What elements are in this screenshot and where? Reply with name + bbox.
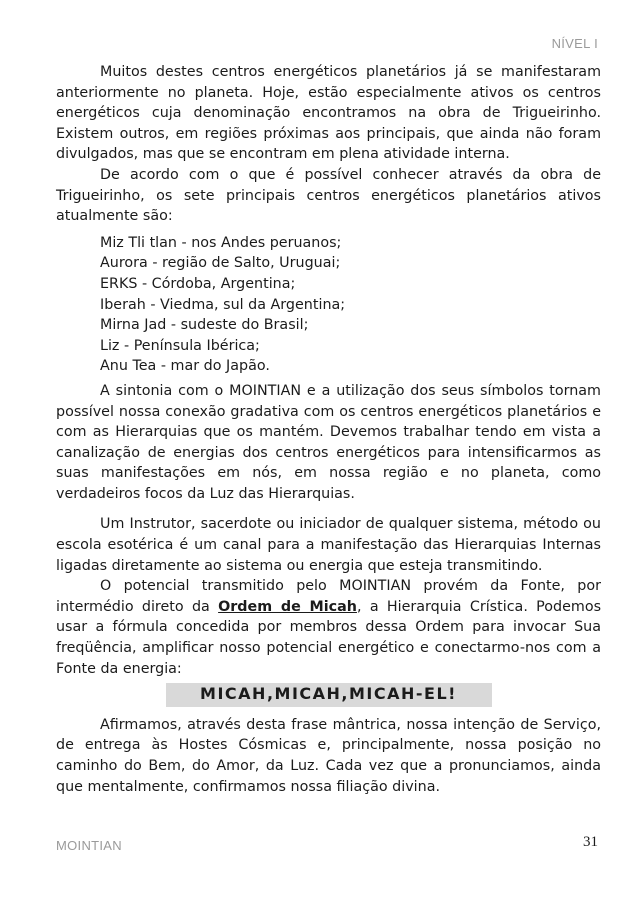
mantra-text: MICAH,MICAH,MICAH-EL! <box>166 683 492 707</box>
paragraph-5 <box>56 576 601 679</box>
page-body <box>56 62 601 797</box>
running-footer-title: MOINTIAN <box>56 838 122 853</box>
paragraph-4: Um Instrutor, sacerdote ou iniciador de qualquer sistema, método ou escola esotérica é um canal para a manifestação das Hierarquias Internas ligadas diretamente ao sistema ou energia que esteja transmitindo. <box>56 516 601 574</box>
page-number: 31 <box>583 834 598 850</box>
paragraph-6: Afirmamos, através desta frase mântrica, nossa intenção de Serviço, de entrega às Hostes Cósmicas e, principalmente, nossa posição no caminho do Bem, do Amor, da Luz. Cada vez que a pronunciamos, ainda que mentalmente, confirmamos nossa filiação divina. <box>56 716 601 795</box>
energy-centers-list <box>100 233 601 377</box>
paragraph-5-text-a: O potencial transmitido pelo MOINTIAN provém da Fonte, por intermédio direto da <box>56 578 601 615</box>
paragraph-2: De acordo com o que é possível conhecer através da obra de Trigueirinho, os sete principais centros energéticos planetários ativos atualmente são: <box>56 166 601 225</box>
running-header: NÍVEL I <box>551 36 598 51</box>
order-of-micah-link[interactable]: Ordem de Micah <box>218 598 357 615</box>
paragraph-1: Muitos destes centros energéticos planetários já se manifestaram anteriormente no planeta. Hoje, estão especialmente ativos os centros energéticos cuja denominação encontramos na obra de Trigueirinho. Existem outros, em regiões próximas aos principais, que ainda não foram divulgados, mas que se encontram em plena atividade interna. <box>56 64 601 163</box>
list-item: Anu Tea - mar do Japão. <box>100 358 270 375</box>
list-item: Mirna Jad - sudeste do Brasil; <box>100 317 309 334</box>
list-item: Iberah - Viedma, sul da Argentina; <box>100 296 346 313</box>
paragraph-5-text-b: , a Hierarquia Crística. Podemos usar a fórmula concedida por membros dessa Ordem para invocar Sua freqüência, amplificar nosso potencial energético e conectarmo-nos com a Fonte da energia: <box>56 598 602 677</box>
paragraph-3: A sintonia com o MOINTIAN e a utilização dos seus símbolos tornam possível nossa conexão gradativa com os centros energéticos planetários e com as Hierarquias que os mantém. Devemos trabalhar tendo em vista a canalização de energias dos centros energéticos para intensificarmos as suas manifestações em nós, em nossa região e no planeta, como verdadeiros focos da Luz das Hierarquias. <box>56 382 601 502</box>
mantra-banner <box>56 683 601 707</box>
list-item: Liz - Península Ibérica; <box>100 337 260 354</box>
list-item: Miz Tli tlan - nos Andes peruanos; <box>100 234 342 251</box>
list-item: Aurora - região de Salto, Uruguai; <box>100 255 341 272</box>
list-item: ERKS - Córdoba, Argentina; <box>100 275 296 292</box>
